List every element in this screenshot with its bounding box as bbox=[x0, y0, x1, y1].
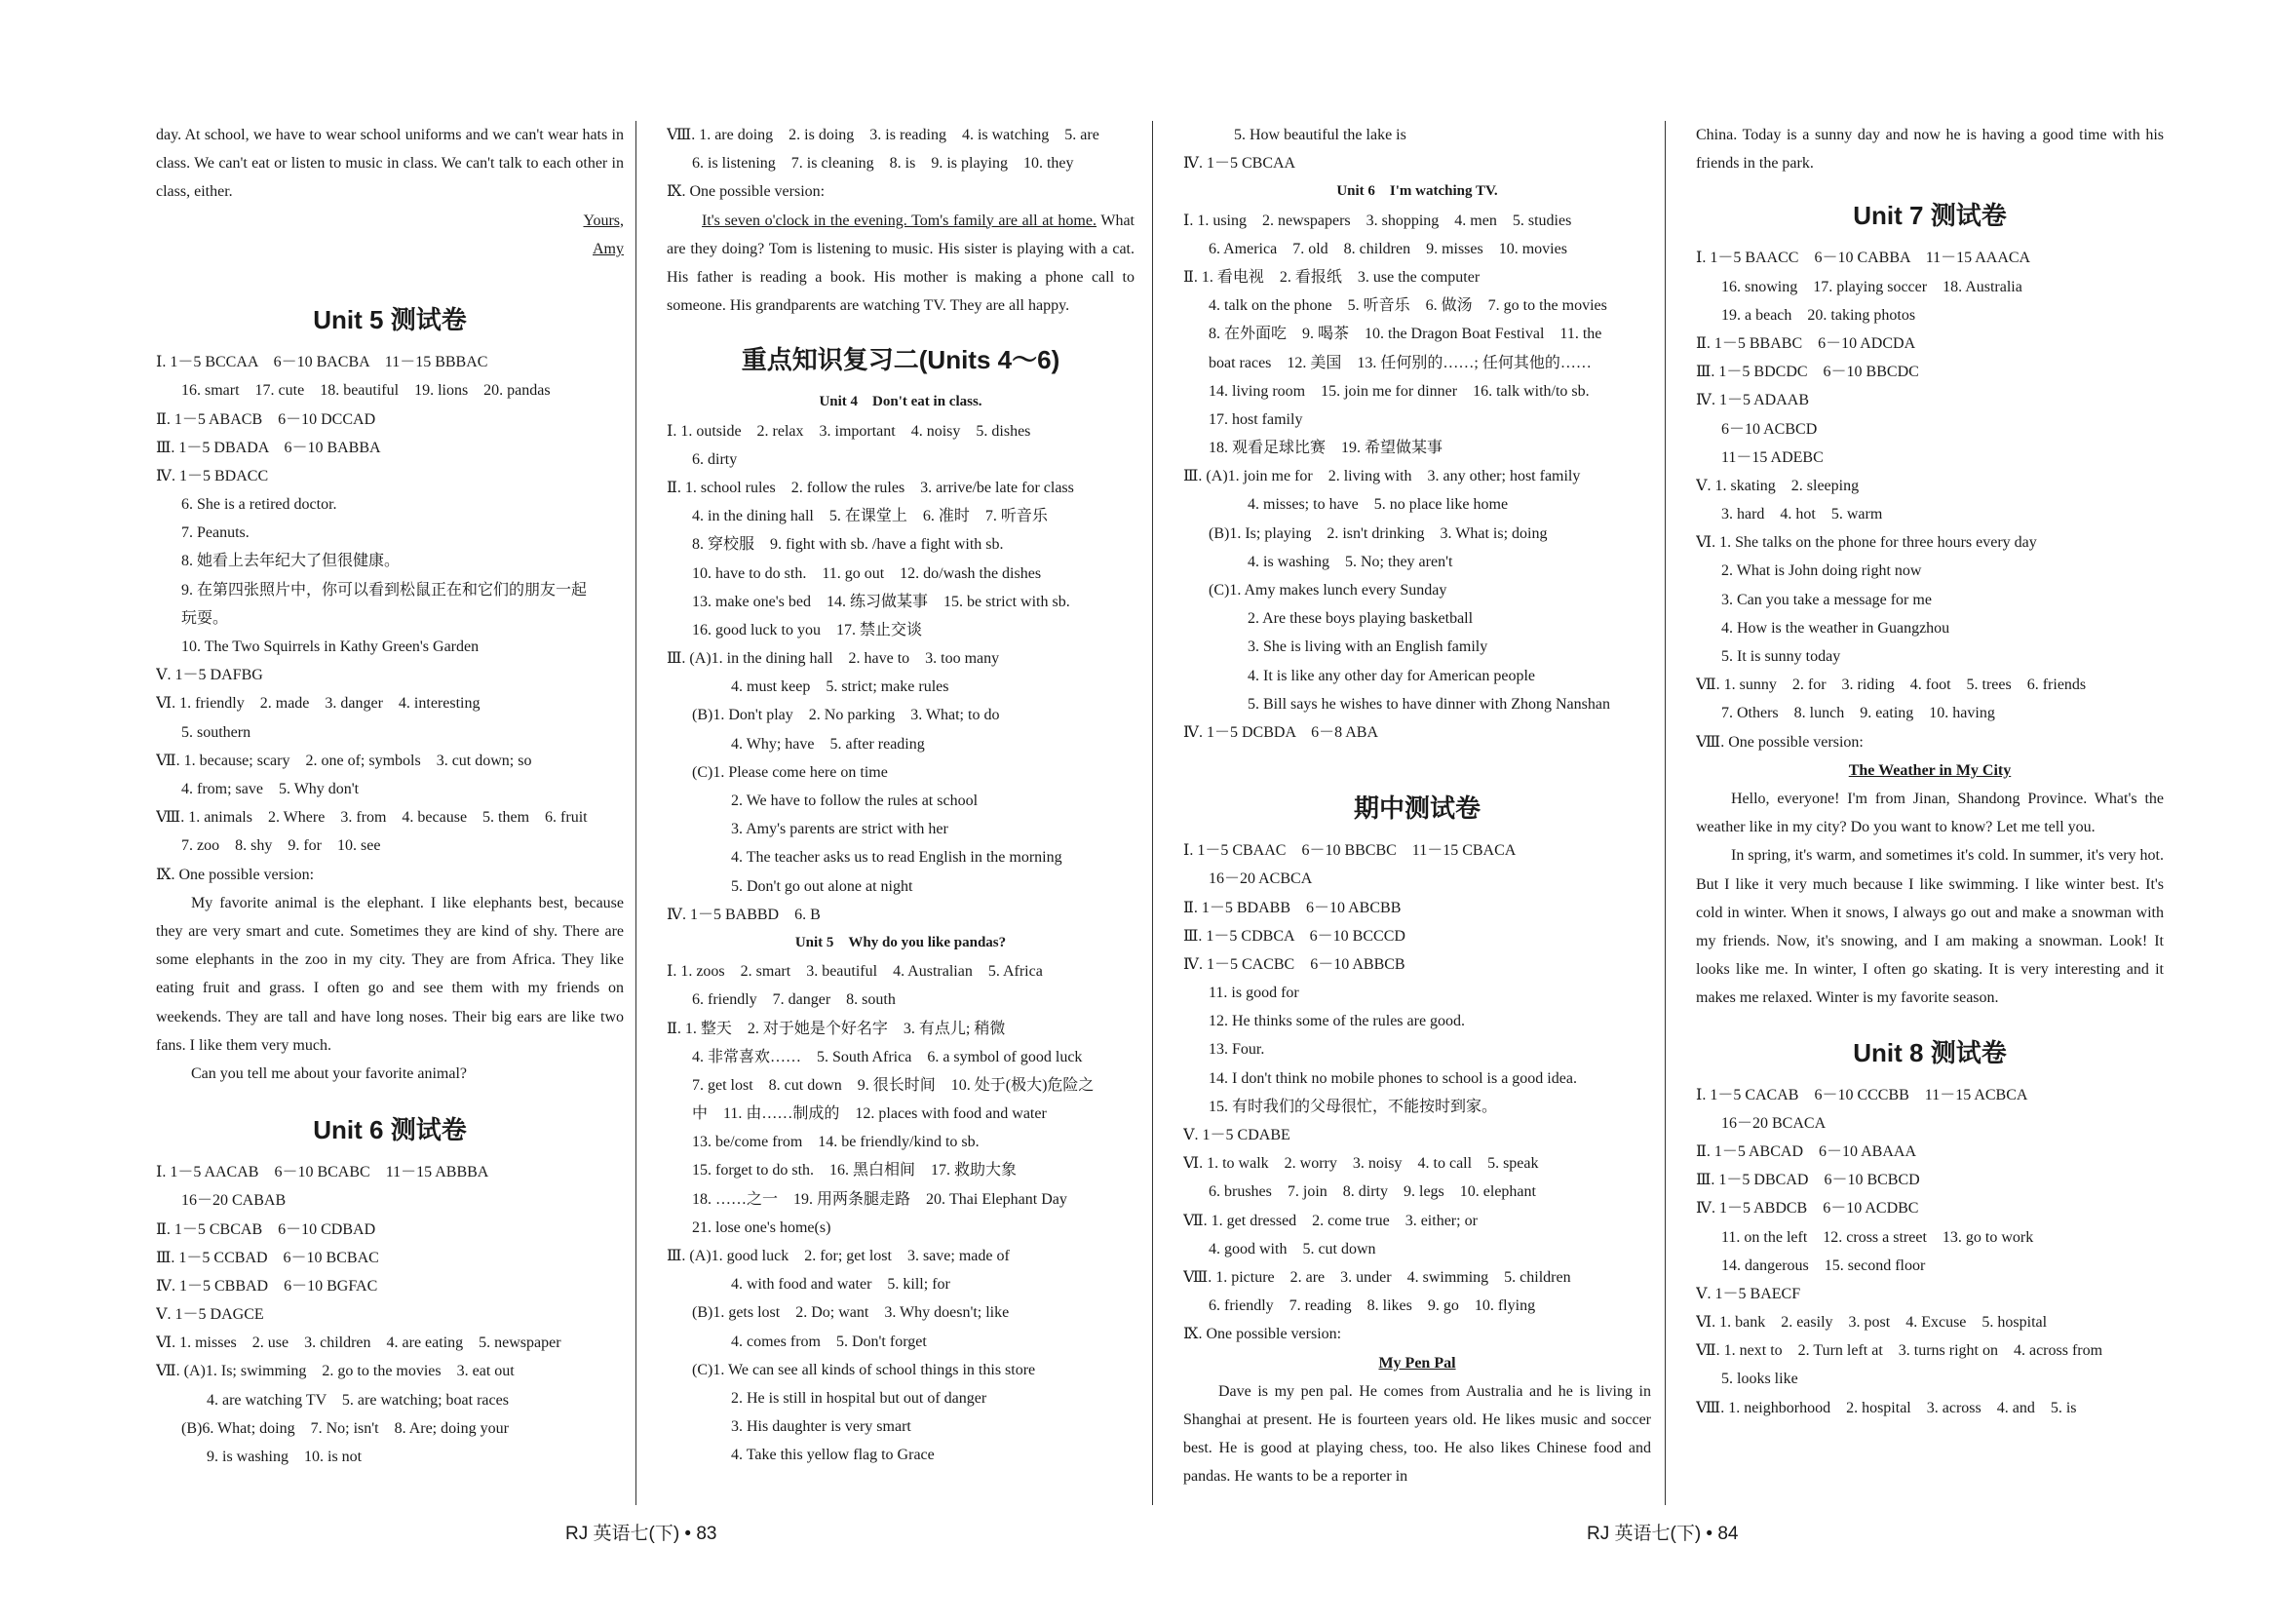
answer-line: Ⅱ. 1－5 BBABC 6－10 ADCDA bbox=[1696, 334, 1916, 352]
page-footer-right: RJ 英语七(下) • 84 bbox=[1587, 1524, 1739, 1544]
answer-line: Ⅵ. 1. bank 2. easily 3. post 4. Excuse 5. hospital bbox=[1696, 1314, 2048, 1332]
answer-line: Ⅱ. 1－5 BDABB 6－10 ABCBB bbox=[1183, 899, 1402, 916]
answer-line: 6. is listening 7. is cleaning 8. is 9. is playing 10. they bbox=[692, 155, 1074, 173]
answer-line: 4. Why; have 5. after reading bbox=[731, 735, 925, 753]
answer-line: Ⅰ. 1－5 CACAB 6－10 CCCBB 11－15 ACBCA bbox=[1696, 1086, 2028, 1103]
answer-line: 16. good luck to you 17. 禁止交谈 bbox=[692, 621, 922, 638]
answer-line: Ⅳ. 1－5 ABDCB 6－10 ACDBC bbox=[1696, 1200, 1919, 1218]
answer-line: 6. brushes 7. join 8. dirty 9. legs 10. elephant bbox=[1209, 1183, 1536, 1201]
answer-line: 7. Others 8. lunch 9. eating 10. having bbox=[1721, 705, 1995, 722]
answer-line: Ⅱ. 1. 整天 2. 对于她是个好名字 3. 有点儿; 稍微 bbox=[667, 1020, 1006, 1037]
answer-line: Ⅶ. (A)1. Is; swimming 2. go to the movies 3. eat out bbox=[156, 1363, 515, 1380]
answer-line: 18. ……之一 19. 用两条腿走路 20. Thai Elephant Day bbox=[692, 1190, 1067, 1208]
answer-line: 8. 穿校服 9. fight with sb. /have a fight with sb. bbox=[692, 536, 1004, 554]
answer-line: Ⅲ. 1－5 BDCDC 6－10 BBCDC bbox=[1696, 364, 1919, 381]
answer-line: Ⅰ. 1－5 BAACC 6－10 CABBA 11－15 AAACA bbox=[1696, 250, 2031, 267]
answer-line: Ⅰ. 1－5 AACAB 6－10 BCABC 11－15 ABBBA bbox=[156, 1164, 489, 1181]
essay-continuation: China. Today is a sunny day and now he is having a good time with his friends in the park. bbox=[1696, 127, 2164, 173]
answer-line: 11. on the left 12. cross a street 13. go to work bbox=[1721, 1228, 2034, 1246]
answer-line: 21. lose one's home(s) bbox=[692, 1218, 831, 1236]
answer-line: 16－20 BCACA bbox=[1721, 1114, 1827, 1132]
answer-line: 10. have to do sth. 11. go out 12. do/wash the dishes bbox=[692, 564, 1042, 582]
answer-line: 4. must keep 5. strict; make rules bbox=[731, 678, 949, 696]
answer-line: Ⅵ. 1. misses 2. use 3. children 4. are eating 5. newspaper bbox=[156, 1334, 561, 1352]
answer-line: Ⅷ. 1. animals 2. Where 3. from 4. because 5. them 6. fruit bbox=[156, 809, 588, 827]
answer-line: Ⅴ. 1. skating 2. sleeping bbox=[1696, 477, 1860, 494]
answer-line: 18. 观看足球比赛 19. 希望做某事 bbox=[1209, 440, 1443, 457]
section-title: Unit 8 测试卷 bbox=[1853, 1037, 2007, 1067]
answer-line: Ⅴ. 1－5 CDABE bbox=[1183, 1127, 1290, 1143]
answer-line: 5. How beautiful the lake is bbox=[1234, 127, 1406, 143]
answer-line: Ⅲ. 1－5 DBADA 6－10 BABBA bbox=[156, 439, 381, 456]
essay-paragraph bbox=[667, 207, 1135, 321]
answer-line: Ⅲ. 1－5 CDBCA 6－10 BCCCD bbox=[1183, 927, 1405, 945]
answer-line: 4. is washing 5. No; they aren't bbox=[1248, 553, 1453, 570]
column-4 bbox=[1696, 121, 2164, 1422]
answer-line: 16. smart 17. cute 18. beautiful 19. lions 20. pandas bbox=[181, 382, 551, 400]
answer-line: 2. Are these boys playing basketball bbox=[1248, 610, 1474, 628]
answer-line: (B)1. gets lost 2. Do; want 3. Why doesn't; like bbox=[692, 1304, 1010, 1322]
section-title: 期中测试卷 bbox=[1353, 793, 1481, 824]
column-2 bbox=[667, 121, 1135, 1470]
answer-line: 19. a beach 20. taking photos bbox=[1721, 306, 1916, 324]
answer-line: Ⅱ. 1. 看电视 2. 看报纸 3. use the computer bbox=[1183, 268, 1481, 286]
answer-line: Ⅱ. 1－5 ABCAD 6－10 ABAAA bbox=[1696, 1142, 1917, 1160]
page-footer-left: RJ 英语七(下) • 83 bbox=[565, 1524, 717, 1544]
answer-line: 6. America 7. old 8. children 9. misses 10. movies bbox=[1209, 240, 1567, 257]
answer-line: 4. from; save 5. Why don't bbox=[181, 780, 360, 797]
answer-line: Ⅰ. 1. outside 2. relax 3. important 4. noisy 5. dishes bbox=[667, 422, 1031, 440]
answer-line: Ⅷ. 1. picture 2. are 3. under 4. swimming 5. children bbox=[1183, 1268, 1571, 1286]
answer-line: 12. He thinks some of the rules are good. bbox=[1209, 1013, 1466, 1030]
answer-line: 玩耍。 bbox=[181, 609, 229, 627]
column-divider bbox=[1665, 121, 1666, 1505]
answer-line: Ⅷ. 1. are doing 2. is doing 3. is reading 4. is watching 5. are bbox=[667, 127, 1099, 143]
answer-line: Ⅲ. (A)1. in the dining hall 2. have to 3. too many bbox=[667, 650, 1000, 668]
answer-line: (C)1. Please come here on time bbox=[692, 763, 888, 781]
answer-line: 8. 在外面吃 9. 喝茶 10. the Dragon Boat Festival 11. the bbox=[1209, 326, 1602, 343]
answer-line: 14. living room 15. join me for dinner 16. talk with/to sb. bbox=[1209, 382, 1590, 400]
essay-paragraph: In spring, it's warm, and sometimes it's cold. In summer, it's very hot. But I like it very much because I like swimming. I like winter best. It's cold in winter. When it snows, I always go out and make a snowman with my friends. Now, it's snowing, and I am making a snowman. Look! It looks like me. In winter, I often go skating. It is very interesting and it makes me relaxed. Winter is my favorite season. bbox=[1696, 847, 2164, 1007]
answer-line: 17. host family bbox=[1209, 410, 1303, 428]
answer-line: Ⅳ. 1－5 BABBD 6. B bbox=[667, 906, 821, 923]
letter-text: day. At school, we have to wear school uniforms and we can't wear hats in class. We can't eat or listen to music in class. We can't talk to each other in class, either. bbox=[156, 127, 624, 201]
section-title: Unit 7 测试卷 bbox=[1853, 201, 2007, 231]
answer-line: 4. The teacher asks us to read English in the morning bbox=[731, 849, 1062, 867]
answer-line: Ⅲ. 1－5 DBCAD 6－10 BCBCD bbox=[1696, 1172, 1920, 1189]
answer-line: Ⅳ. 1－5 ADAAB bbox=[1696, 392, 1809, 409]
answer-line: 6. friendly 7. danger 8. south bbox=[692, 991, 896, 1009]
answer-line: (B)1. Is; playing 2. isn't drinking 3. What is; doing bbox=[1209, 524, 1548, 542]
answer-line: 5. Bill says he wishes to have dinner with Zhong Nanshan bbox=[1248, 695, 1610, 713]
essay-paragraph: Dave is my pen pal. He comes from Australia and he is living in Shanghai at present. He is fourteen years old. He likes music and soccer best. He is good at playing chess, too. He also likes Chinese food and pandas. He wants to be a reporter in bbox=[1183, 1382, 1651, 1486]
essay-rest: What are they doing? Tom is listening to music. His sister is playing with a cat. His father is reading a book. His mother is making a phone call to someone. His grandparents are watching TV. They are all happy. bbox=[667, 212, 1135, 315]
answer-line: 14. dangerous 15. second floor bbox=[1721, 1257, 1926, 1274]
answer-line: 3. Amy's parents are strict with her bbox=[731, 821, 948, 838]
answer-line: Ⅷ. 1. neighborhood 2. hospital 3. across 4. and 5. is bbox=[1696, 1399, 2077, 1416]
essay-paragraph: Can you tell me about your favorite animal? bbox=[191, 1064, 468, 1082]
answer-line: Ⅲ. 1－5 CCBAD 6－10 BCBAC bbox=[156, 1249, 379, 1266]
answer-line: 9. is washing 10. is not bbox=[207, 1449, 363, 1466]
answer-line: (B)6. What; doing 7. No; isn't 8. Are; doing your bbox=[181, 1419, 509, 1437]
answer-line: Ⅵ. 1. friendly 2. made 3. danger 4. interesting bbox=[156, 695, 481, 713]
answer-line: Ⅴ. 1－5 DAGCE bbox=[156, 1306, 264, 1324]
essay-paragraph: Hello, everyone! I'm from Jinan, Shandong Province. What's the weather like in my city? Do you want to know? Let me tell you. bbox=[1696, 790, 2164, 836]
answer-line: Ⅴ. 1－5 BAECF bbox=[1696, 1285, 1801, 1302]
answer-line: 14. I don't think no mobile phones to school is a good idea. bbox=[1209, 1069, 1577, 1087]
answer-line: 15. 有时我们的父母很忙，不能按时到家。 bbox=[1209, 1098, 1498, 1115]
section-title: 重点知识复习二(Units 4～6) bbox=[741, 345, 1060, 375]
answer-line: 4. good with 5. cut down bbox=[1209, 1240, 1376, 1257]
column-1 bbox=[156, 121, 624, 1471]
answer-line: Ⅸ. One possible version: bbox=[1183, 1326, 1342, 1343]
answer-line: 4. misses; to have 5. no place like home bbox=[1248, 496, 1509, 514]
answer-line: (C)1. We can see all kinds of school things in this store bbox=[692, 1361, 1036, 1378]
answer-line: 2. He is still in hospital but out of danger bbox=[731, 1389, 987, 1407]
answer-line: Ⅱ. 1－5 CBCAB 6－10 CDBAD bbox=[156, 1220, 376, 1238]
answer-line: 16－20 CABAB bbox=[181, 1192, 287, 1210]
column-divider bbox=[1152, 121, 1153, 1505]
essay-title: The Weather in My City bbox=[1848, 761, 2012, 779]
subsection-title: Unit 5 Why do you like pandas? bbox=[794, 934, 1007, 950]
answer-line: Ⅵ. 1. She talks on the phone for three hours every day bbox=[1696, 534, 2037, 552]
answer-line: 7. get lost 8. cut down 9. 很长时间 10. 处于(极大)危险之 bbox=[692, 1076, 1095, 1094]
section-title: Unit 6 测试卷 bbox=[313, 1115, 467, 1145]
section-title: Unit 5 测试卷 bbox=[313, 305, 467, 335]
answer-line: 13. be/come from 14. be friendly/kind to sb. bbox=[692, 1134, 980, 1151]
answer-line: Ⅶ. 1. get dressed 2. come true 3. either; or bbox=[1183, 1212, 1478, 1229]
answer-line: 4. Take this yellow flag to Grace bbox=[731, 1447, 935, 1464]
answer-line: 15. forget to do sth. 16. 黑白相间 17. 救助大象 bbox=[692, 1162, 1018, 1179]
answer-line: 4. in the dining hall 5. 在课堂上 6. 准时 7. 听音乐 bbox=[692, 508, 1048, 525]
answer-line: 5. It is sunny today bbox=[1721, 648, 1841, 666]
answer-line: Ⅶ. 1. sunny 2. for 3. riding 4. foot 5. trees 6. friends bbox=[1696, 677, 2087, 694]
answer-line: 3. She is living with an English family bbox=[1248, 638, 1488, 656]
answer-line: Ⅲ. (A)1. good luck 2. for; get lost 3. save; made of bbox=[667, 1248, 1010, 1264]
answer-line: 13. Four. bbox=[1209, 1041, 1265, 1059]
answer-line: 11－15 ADEBC bbox=[1721, 448, 1824, 466]
essay-title: My Pen Pal bbox=[1378, 1354, 1456, 1372]
answer-line: Ⅶ. 1. next to 2. Turn left at 3. turns right on 4. across from bbox=[1696, 1342, 2103, 1360]
answer-line: 11. is good for bbox=[1209, 985, 1299, 1002]
answer-line: 4. are watching TV 5. are watching; boat races bbox=[207, 1391, 509, 1409]
answer-line: 3. hard 4. hot 5. warm bbox=[1721, 506, 1883, 523]
answer-line: Ⅳ. 1－5 CBBAD 6－10 BGFAC bbox=[156, 1277, 378, 1295]
answer-line: Ⅴ. 1－5 DAFBG bbox=[156, 667, 263, 684]
answer-line: Ⅱ. 1. school rules 2. follow the rules 3. arrive/be late for class bbox=[667, 479, 1074, 496]
essay-underlined: It's seven o'clock in the evening. Tom's family are all at home. bbox=[702, 212, 1097, 229]
answer-line: 9. 在第四张照片中，你可以看到松鼠正在和它们的朋友一起 bbox=[181, 581, 588, 599]
answer-line: Ⅵ. 1. to walk 2. worry 3. noisy 4. to call 5. speak bbox=[1183, 1155, 1539, 1173]
answer-line: 6. dirty bbox=[692, 450, 738, 468]
column-3 bbox=[1183, 121, 1651, 1491]
answer-line: 中 11. 由……制成的 12. places with food and water bbox=[692, 1105, 1047, 1123]
column-divider bbox=[635, 121, 636, 1505]
answer-line: 5. Don't go out alone at night bbox=[731, 877, 913, 895]
answer-line: Ⅰ. 1. using 2. newspapers 3. shopping 4. men 5. studies bbox=[1183, 212, 1572, 229]
answer-line: 3. His daughter is very smart bbox=[731, 1418, 911, 1436]
answer-line: 6－10 ACBCD bbox=[1721, 420, 1818, 438]
answer-line: Ⅶ. 1. because; scary 2. one of; symbols 3. cut down; so bbox=[156, 752, 532, 769]
answer-line: 13. make one's bed 14. 练习做某事 15. be strict with sb. bbox=[692, 593, 1070, 610]
answer-line: 8. 她看上去年纪大了但很健康。 bbox=[181, 553, 401, 570]
answer-line: (B)1. Don't play 2. No parking 3. What; to do bbox=[692, 707, 1000, 724]
answer-line: Ⅰ. 1. zoos 2. smart 3. beautiful 4. Australian 5. Africa bbox=[667, 963, 1043, 981]
answer-line: boat races 12. 美国 13. 任何别的……; 任何其他的…… bbox=[1209, 354, 1592, 371]
letter-closing: Yours, bbox=[583, 212, 624, 229]
answer-line: 10. The Two Squirrels in Kathy Green's Garden bbox=[181, 638, 480, 656]
answer-line: 2. We have to follow the rules at school bbox=[731, 793, 979, 809]
answer-line: Ⅷ. One possible version: bbox=[1696, 733, 1864, 751]
answer-line: Ⅲ. (A)1. join me for 2. living with 3. any other; host family bbox=[1183, 468, 1581, 485]
answer-line: 4. with food and water 5. kill; for bbox=[731, 1276, 950, 1294]
answer-line: Ⅳ. 1－5 CBCAA bbox=[1183, 155, 1296, 173]
essay-paragraph: My favorite animal is the elephant. I like elephants best, because they are very smart and cute. Sometimes they are kind of shy. There are some elephants in the zoo in my city. They are from Africa. They like eating fruit and grass. I often go and see them with my friends on weekends. They are tall and have long noses. Their big ears are like two fans. I like them very much. bbox=[156, 894, 624, 1054]
answer-line: 6. She is a retired doctor. bbox=[181, 496, 337, 514]
answer-line: (C)1. Amy makes lunch every Sunday bbox=[1209, 582, 1447, 599]
answer-line: Ⅸ. One possible version: bbox=[156, 866, 315, 883]
answer-line: 4. How is the weather in Guangzhou bbox=[1721, 619, 1950, 637]
answer-line: 6. friendly 7. reading 8. likes 9. go 10. flying bbox=[1209, 1297, 1536, 1315]
answer-line: Ⅰ. 1－5 CBAAC 6－10 BBCBC 11－15 CBACA bbox=[1183, 842, 1517, 860]
answer-line: 7. zoo 8. shy 9. for 10. see bbox=[181, 837, 381, 855]
answer-line: 16－20 ACBCA bbox=[1209, 870, 1313, 888]
answer-line: 7. Peanuts. bbox=[181, 524, 250, 542]
letter-signature: Amy bbox=[593, 240, 624, 257]
answer-line: 16. snowing 17. playing soccer 18. Australia bbox=[1721, 278, 2022, 295]
answer-line: 3. Can you take a message for me bbox=[1721, 591, 1932, 608]
answer-line: Ⅳ. 1－5 BDACC bbox=[156, 467, 269, 484]
answer-line: 5. southern bbox=[181, 723, 251, 741]
answer-line: 5. looks like bbox=[1721, 1371, 1798, 1388]
subsection-title: Unit 4 Don't eat in class. bbox=[819, 394, 982, 410]
answer-line: Ⅰ. 1－5 BCCAA 6－10 BACBA 11－15 BBBAC bbox=[156, 354, 488, 371]
answer-line: 4. comes from 5. Don't forget bbox=[731, 1333, 927, 1350]
answer-line: Ⅸ. One possible version: bbox=[667, 183, 826, 201]
answer-line: 4. It is like any other day for American people bbox=[1248, 667, 1536, 684]
answer-line: 2. What is John doing right now bbox=[1721, 562, 1922, 580]
subsection-title: Unit 6 I'm watching TV. bbox=[1336, 183, 1498, 200]
answer-line: Ⅱ. 1－5 ABACB 6－10 DCCAD bbox=[156, 410, 376, 428]
answer-line: Ⅳ. 1－5 DCBDA 6－8 ABA bbox=[1183, 723, 1379, 741]
answer-line: 4. 非常喜欢…… 5. South Africa 6. a symbol of good luck bbox=[692, 1048, 1083, 1065]
answer-line: 4. talk on the phone 5. 听音乐 6. 做汤 7. go to the movies bbox=[1209, 297, 1607, 315]
answer-line: Ⅳ. 1－5 CACBC 6－10 ABBCB bbox=[1183, 955, 1405, 973]
